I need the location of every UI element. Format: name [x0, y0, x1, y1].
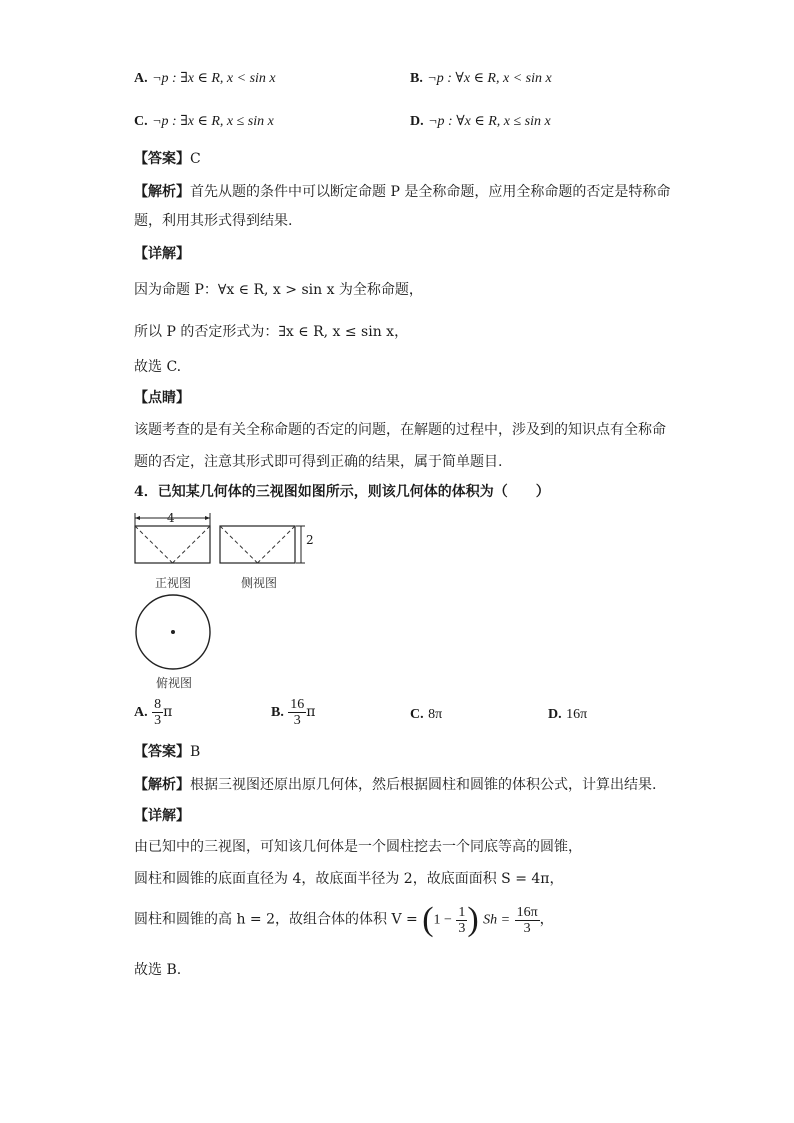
option-letter: A.	[134, 71, 148, 86]
arrow-right-icon	[205, 516, 210, 520]
q4-answer	[134, 738, 664, 766]
detail-3-end: ，	[539, 911, 554, 928]
q4-detail-tag	[134, 802, 664, 830]
option-letter: B.	[271, 705, 284, 720]
option-text: ¬p : ∀x ∈ R, x ≤ sin x	[428, 114, 551, 129]
answer-value: C	[190, 151, 201, 167]
analysis-tag: 【解析】	[134, 184, 190, 200]
q3-analysis-line-1	[134, 178, 671, 206]
q3-detail-line-2: 所以 P 的否定形式为：∃x ∈ R, x ≤ sin x，	[134, 324, 409, 340]
front-rect	[135, 526, 210, 563]
q3-comment-line-2: 题的否定，注意其形式即可得到正确的结果，属于简单题目.	[134, 454, 503, 470]
fraction-numerator: 8	[154, 697, 162, 712]
detail-3-sh: Sh =	[483, 912, 511, 928]
fraction-numerator: 16π	[516, 904, 538, 920]
fraction-denominator: 3	[154, 713, 162, 728]
q3-option-d	[410, 113, 551, 130]
q3-detail-tag	[134, 240, 664, 268]
q3-option-a	[134, 70, 276, 87]
fraction-denominator: 3	[293, 713, 301, 728]
option-pi: π	[163, 704, 173, 720]
option-pi: π	[306, 704, 316, 720]
front-view-caption: 正视图	[155, 576, 192, 590]
option-letter: B.	[410, 71, 423, 86]
analysis-text: 首先从题的条件中可以断定命题 P 是全称命题，应用全称命题的否定是特称命	[190, 184, 671, 200]
q3-analysis-line-2: 题，利用其形式得到结果.	[134, 213, 293, 229]
detail-3-one: 1 −	[433, 912, 452, 928]
option-letter: D.	[410, 114, 424, 129]
detail-3-result	[515, 905, 540, 936]
answer-value: B	[190, 744, 201, 760]
option-fraction	[288, 697, 306, 728]
detail-tag: 【详解】	[134, 246, 190, 262]
center-dot	[171, 630, 175, 634]
q3-detail-line-3: 故选 C.	[134, 359, 182, 375]
q3-answer	[134, 145, 664, 173]
q4-option-d	[548, 706, 587, 723]
side-view-caption: 侧视图	[241, 576, 278, 590]
top-view-caption: 俯视图	[156, 676, 193, 690]
three-view-figure	[128, 510, 328, 690]
front-width-label: 4	[167, 511, 175, 525]
arrow-left-icon	[135, 516, 140, 520]
option-letter: C.	[134, 114, 148, 129]
option-letter: A.	[134, 705, 148, 720]
q3-comment-line-1: 该题考查的是有关全称命题的否定的问题，在解题的过程中，涉及到的知识点有全称命	[134, 422, 666, 438]
q3-comment-tag	[134, 384, 664, 412]
q3-option-c	[134, 113, 274, 130]
q4-option-b	[271, 697, 316, 728]
comment-tag: 【点睛】	[134, 390, 190, 406]
fraction-denominator: 3	[458, 920, 466, 936]
analysis-tag: 【解析】	[134, 777, 190, 793]
q3-option-b	[410, 70, 552, 87]
top-view	[136, 595, 210, 669]
q3-detail-line-1: 因为命题 P：∀x ∈ R, x > sin x 为全称命题，	[134, 282, 423, 298]
paren-right: )	[467, 901, 479, 938]
option-letter: D.	[548, 707, 562, 722]
side-view	[220, 526, 305, 563]
q4-detail-line-3	[134, 903, 554, 937]
q4-detail-line-2: 圆柱和圆锥的底面直径为 4，故底面半径为 2，故底面面积 S = 4π，	[134, 871, 564, 887]
answer-tag: 【答案】	[134, 151, 190, 167]
option-text: ¬p : ∃x ∈ R, x ≤ sin x	[152, 114, 274, 129]
option-text: 8π	[428, 707, 443, 722]
fraction-numerator: 16	[290, 697, 305, 712]
answer-tag: 【答案】	[134, 744, 190, 760]
option-text: ¬p : ∀x ∈ R, x < sin x	[427, 71, 552, 86]
side-height-label: 2	[306, 533, 314, 547]
fraction-numerator: 1	[458, 904, 466, 920]
detail-tag: 【详解】	[134, 808, 190, 824]
fraction-denominator: 3	[523, 920, 531, 936]
option-letter: C.	[410, 707, 424, 722]
option-text: ¬p : ∃x ∈ R, x < sin x	[152, 71, 276, 86]
detail-3-fraction	[456, 905, 467, 936]
q4-stem: 4．已知某几何体的三视图如图所示，则该几何体的体积为（ ）	[134, 484, 550, 500]
paren-left: (	[422, 901, 434, 938]
q4-detail-line-4: 故选 B.	[134, 962, 182, 978]
q4-detail-line-1: 由已知中的三视图，可知该几何体是一个圆柱挖去一个同底等高的圆锥，	[134, 839, 582, 855]
side-rect	[220, 526, 295, 563]
q4-analysis	[134, 771, 664, 799]
q4-option-c	[410, 706, 442, 723]
option-text: 16π	[566, 707, 588, 722]
detail-3-prefix: 圆柱和圆锥的高 h = 2，故组合体的体积 V =	[134, 911, 418, 928]
q4-option-a	[134, 697, 172, 728]
option-fraction	[152, 697, 163, 728]
analysis-text: 根据三视图还原出原几何体，然后根据圆柱和圆锥的体积公式，计算出结果.	[190, 777, 657, 793]
